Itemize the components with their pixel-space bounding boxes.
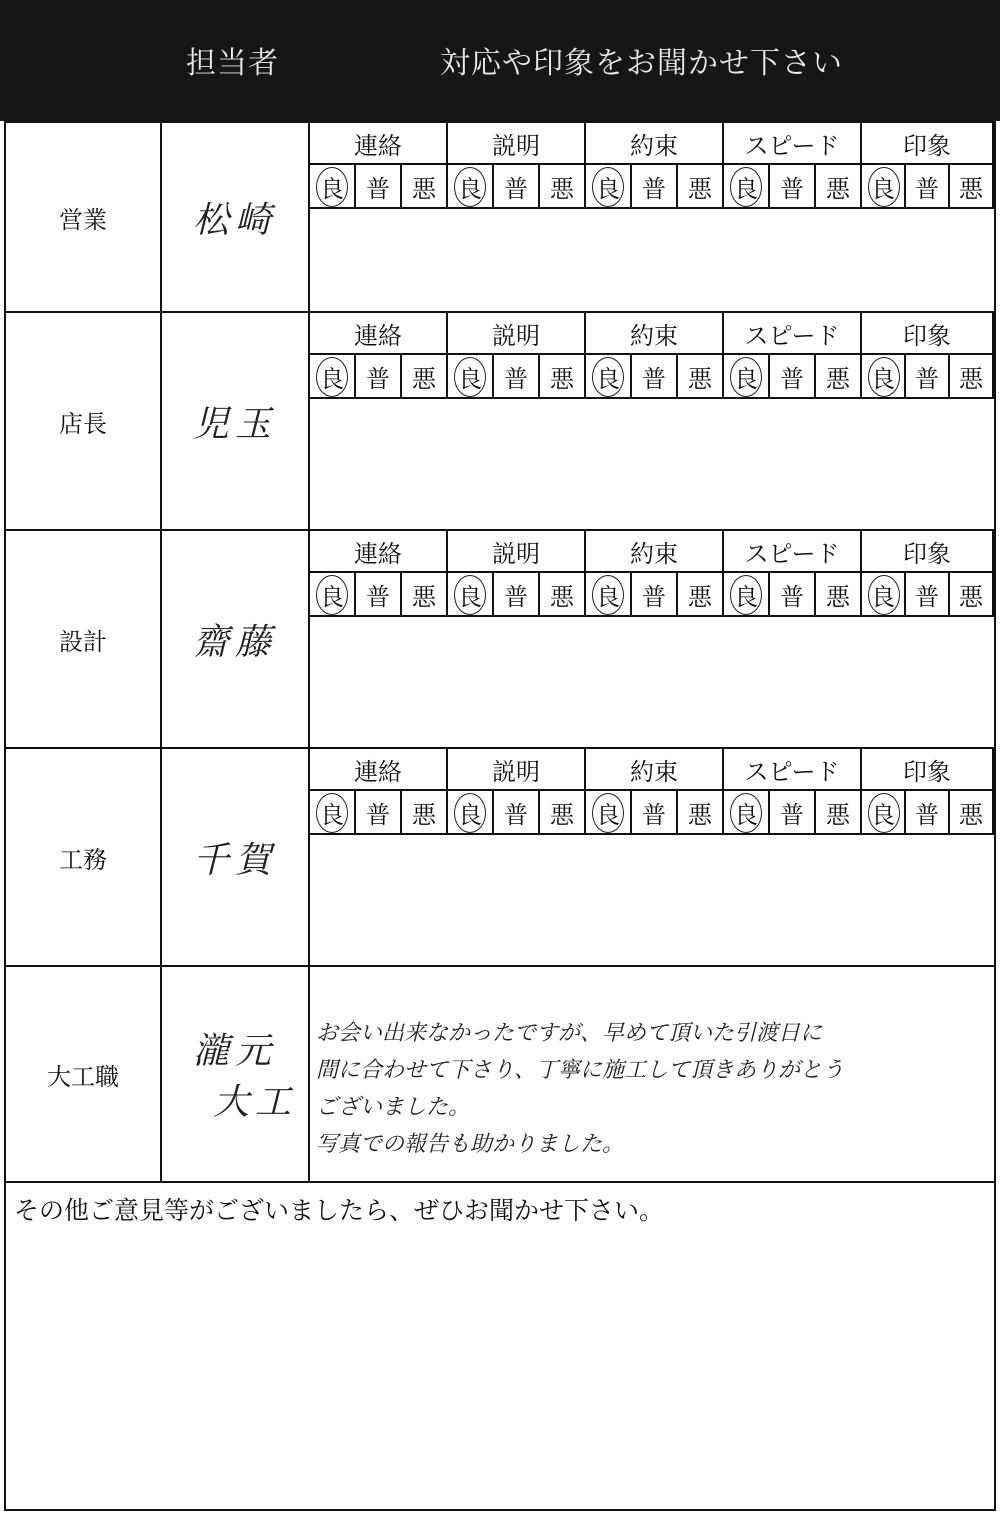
rating-option[interactable]: 良	[724, 791, 770, 835]
category-header: スピード	[724, 123, 862, 165]
category-header: スピード	[724, 313, 862, 355]
rating-option[interactable]: 良	[448, 573, 494, 617]
staff-column-title: 担当者	[186, 46, 279, 81]
rating-option[interactable]: 普	[770, 573, 816, 617]
rating-option[interactable]: 良	[724, 355, 770, 399]
staff-title-line: 大工	[212, 1082, 297, 1123]
category-header: 説明	[448, 313, 586, 355]
rating-option[interactable]: 良	[448, 165, 494, 209]
rating-option[interactable]: 普	[906, 573, 950, 617]
category-header: スピード	[724, 749, 862, 791]
rating-option[interactable]: 悪	[540, 355, 586, 399]
comment-line: ございました。	[316, 1095, 471, 1120]
evaluation-form	[4, 121, 996, 1511]
section-label: 大工職	[6, 967, 162, 1181]
section-label: 設計	[6, 531, 162, 747]
staff-name	[162, 967, 310, 1181]
rating-option[interactable]: 悪	[540, 165, 586, 209]
comment-line: 写真での報告も助かりました。	[316, 1132, 625, 1157]
rating-option[interactable]: 普	[356, 791, 402, 835]
rating-option[interactable]: 普	[494, 791, 540, 835]
comment-line: 間に合わせて下さり、丁寧に施工して頂きありがとう	[316, 1058, 845, 1083]
section-label: 営業	[6, 123, 162, 311]
category-header: 約束	[586, 313, 724, 355]
rating-option[interactable]: 普	[356, 355, 402, 399]
rating-option[interactable]: 悪	[402, 165, 448, 209]
rating-option[interactable]: 悪	[816, 573, 862, 617]
category-header: 連絡	[310, 313, 448, 355]
category-header: 印象	[862, 313, 994, 355]
rating-option[interactable]: 普	[356, 573, 402, 617]
form-header	[0, 0, 1000, 121]
staff-name: 児玉	[162, 313, 310, 529]
rating-option[interactable]: 良	[586, 573, 632, 617]
feedback-column-title: 対応や印象をお聞かせ下さい	[440, 46, 843, 81]
rating-option[interactable]: 悪	[540, 573, 586, 617]
rating-option[interactable]: 悪	[950, 355, 994, 399]
rating-option[interactable]: 悪	[678, 355, 724, 399]
rating-option[interactable]: 良	[862, 791, 906, 835]
rating-option[interactable]: 普	[906, 355, 950, 399]
section-row	[6, 531, 994, 749]
rating-option[interactable]: 普	[494, 355, 540, 399]
category-header: 説明	[448, 749, 586, 791]
rating-option[interactable]: 悪	[540, 791, 586, 835]
category-header: 連絡	[310, 531, 448, 573]
rating-option[interactable]: 悪	[678, 791, 724, 835]
rating-option[interactable]: 普	[494, 165, 540, 209]
section-row	[6, 123, 994, 313]
category-header: 約束	[586, 123, 724, 165]
rating-option[interactable]: 普	[632, 791, 678, 835]
rating-option[interactable]: 良	[862, 355, 906, 399]
category-header: 連絡	[310, 749, 448, 791]
rating-option[interactable]: 良	[724, 165, 770, 209]
rating-option[interactable]: 悪	[678, 165, 724, 209]
rating-option[interactable]: 悪	[816, 165, 862, 209]
rating-option[interactable]: 良	[586, 791, 632, 835]
rating-option[interactable]: 普	[632, 573, 678, 617]
rating-option[interactable]: 普	[770, 165, 816, 209]
category-header: 約束	[586, 749, 724, 791]
rating-option[interactable]: 悪	[678, 573, 724, 617]
rating-option[interactable]: 良	[586, 355, 632, 399]
rating-option[interactable]: 良	[448, 355, 494, 399]
rating-option[interactable]: 普	[770, 791, 816, 835]
staff-name-line: 瀧元	[192, 1031, 277, 1072]
section-row	[6, 313, 994, 531]
comment-line: お会い出来なかったですが、早めて頂いた引渡日に	[316, 1021, 823, 1046]
rating-option[interactable]: 悪	[402, 791, 448, 835]
staff-name: 齋藤	[162, 531, 310, 747]
rating-option[interactable]: 悪	[950, 165, 994, 209]
category-header: 印象	[862, 123, 994, 165]
staff-name: 松崎	[162, 123, 310, 311]
rating-option[interactable]: 普	[906, 791, 950, 835]
category-header: 説明	[448, 123, 586, 165]
category-header: 印象	[862, 531, 994, 573]
other-comments-prompt: その他ご意見等がございましたら、ぜひお聞かせ下さい。	[14, 1196, 665, 1225]
section-row	[6, 749, 994, 967]
carpenter-comment	[316, 1015, 976, 1163]
category-header: 連絡	[310, 123, 448, 165]
section-label: 工務	[6, 749, 162, 965]
rating-option[interactable]: 普	[494, 573, 540, 617]
rating-option[interactable]: 普	[632, 165, 678, 209]
rating-option[interactable]: 良	[862, 573, 906, 617]
rating-option[interactable]: 良	[310, 791, 356, 835]
rating-option[interactable]: 普	[356, 165, 402, 209]
rating-option[interactable]: 良	[448, 791, 494, 835]
rating-option[interactable]: 普	[770, 355, 816, 399]
rating-option[interactable]: 普	[632, 355, 678, 399]
rating-option[interactable]: 悪	[816, 791, 862, 835]
rating-option[interactable]: 悪	[816, 355, 862, 399]
rating-option[interactable]: 悪	[950, 573, 994, 617]
rating-option[interactable]: 悪	[402, 573, 448, 617]
rating-option[interactable]: 良	[310, 355, 356, 399]
rating-option[interactable]: 良	[310, 573, 356, 617]
category-header: 約束	[586, 531, 724, 573]
section-label: 店長	[6, 313, 162, 529]
staff-name: 千賀	[162, 749, 310, 965]
rating-option[interactable]: 普	[906, 165, 950, 209]
rating-option[interactable]: 良	[310, 165, 356, 209]
rating-option[interactable]: 悪	[402, 355, 448, 399]
category-header: 印象	[862, 749, 994, 791]
rating-option[interactable]: 良	[586, 165, 632, 209]
category-header: 説明	[448, 531, 586, 573]
category-header: スピード	[724, 531, 862, 573]
rating-option[interactable]: 良	[862, 165, 906, 209]
rating-option[interactable]: 悪	[950, 791, 994, 835]
rating-option[interactable]: 良	[724, 573, 770, 617]
